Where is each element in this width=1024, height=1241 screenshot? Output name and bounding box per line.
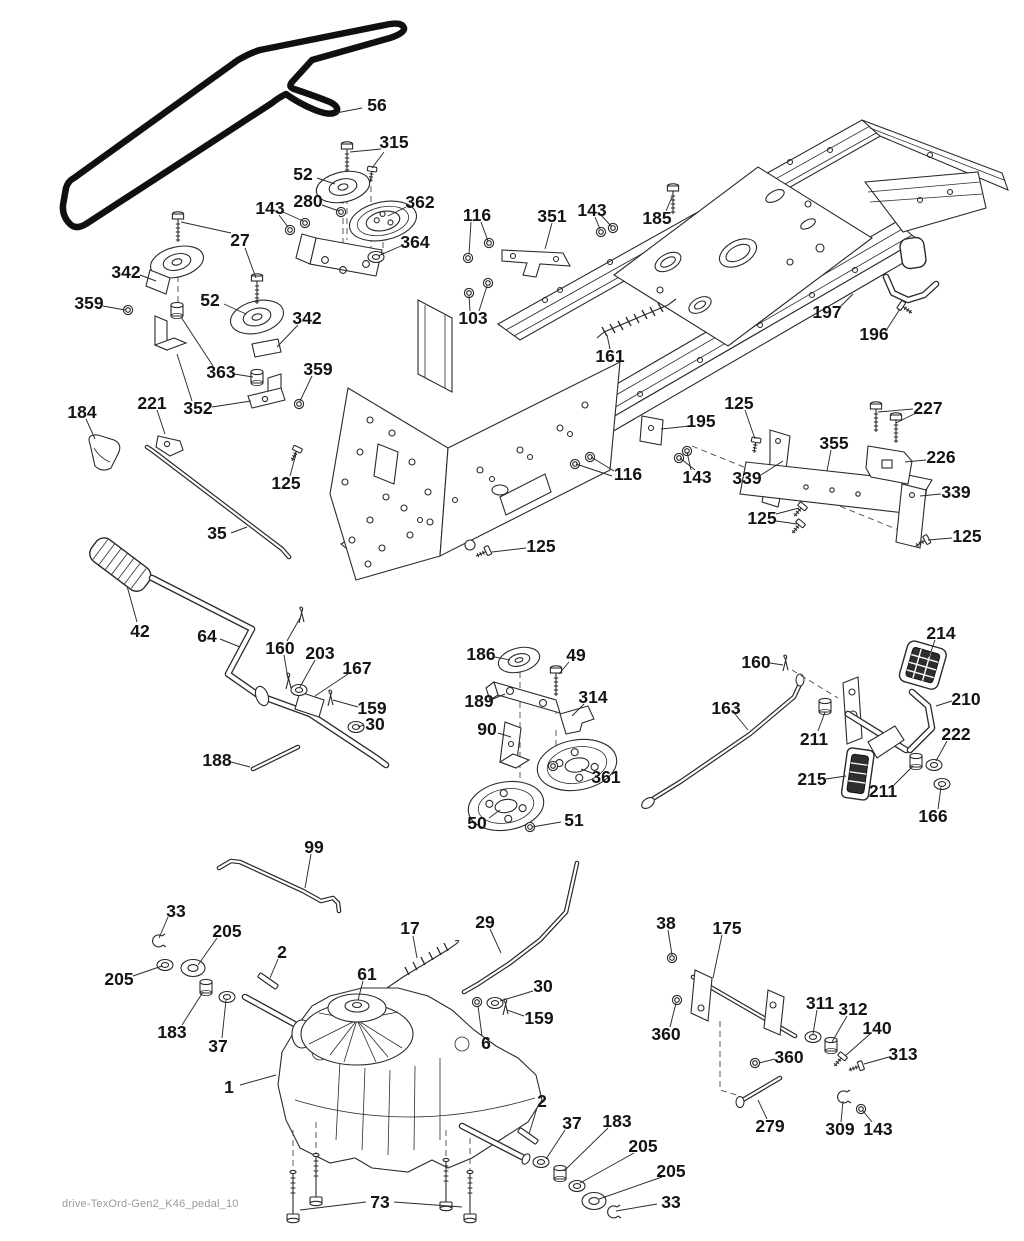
callout-342: 342 [111, 262, 141, 282]
nut-280 [336, 207, 345, 216]
callout-49: 49 [566, 645, 586, 665]
callout-167: 167 [342, 658, 372, 678]
callout-73: 73 [370, 1192, 390, 1212]
idler-pulley-group [146, 158, 420, 408]
callout-30: 30 [365, 714, 385, 734]
screw-196 [897, 300, 915, 316]
callout-205: 205 [212, 921, 242, 941]
bolt-49 [550, 666, 561, 696]
callout-309: 309 [825, 1119, 855, 1139]
leader-line [322, 205, 339, 211]
grip-42 [86, 534, 155, 595]
callout-140: 140 [862, 1018, 892, 1038]
spacer-363 [171, 302, 183, 318]
leader-line [776, 508, 799, 514]
nut-143 [300, 218, 309, 227]
leader-line [469, 222, 471, 254]
leader-line [222, 1000, 226, 1038]
leader-line [198, 938, 217, 965]
leader-line [564, 1128, 608, 1171]
callout-51: 51 [564, 810, 584, 830]
leader-line [283, 212, 303, 221]
strap-339-right [896, 484, 926, 548]
transaxle [245, 988, 542, 1223]
bolt-227 [870, 402, 881, 432]
washer-166 [934, 779, 950, 790]
nut-360 [750, 1058, 759, 1067]
screw-125 [749, 437, 761, 454]
nut-103 [483, 278, 492, 287]
leader-line [245, 248, 256, 278]
leader-line [300, 376, 312, 401]
leader-line [507, 1010, 524, 1016]
callout-205: 205 [104, 969, 134, 989]
callout-27: 27 [230, 230, 250, 250]
cotter-pin-160 [286, 673, 291, 689]
callout-125: 125 [271, 473, 301, 493]
leader-line [532, 822, 561, 827]
nut-116 [484, 238, 493, 247]
pulley-186 [496, 643, 543, 676]
nut-116 [463, 253, 472, 262]
rod-99 [219, 861, 339, 911]
callout-359: 359 [74, 293, 104, 313]
callout-52: 52 [293, 164, 313, 184]
callout-116: 116 [462, 205, 492, 225]
callout-363: 363 [206, 362, 236, 382]
callout-50: 50 [467, 813, 487, 833]
callout-195: 195 [686, 411, 716, 431]
screw-125 [474, 545, 492, 560]
keeper-342-right [252, 339, 281, 357]
callout-227: 227 [913, 398, 943, 418]
leader-line [887, 309, 900, 329]
nut-51 [548, 761, 557, 770]
washer-205 [157, 960, 173, 971]
nut-360 [672, 995, 681, 1004]
leader-line [546, 1130, 565, 1159]
callout-37: 37 [562, 1113, 582, 1133]
square-key-2 [517, 1128, 538, 1145]
leader-line [234, 374, 253, 377]
callout-2: 2 [277, 942, 287, 962]
leader-line [770, 663, 783, 665]
callout-35: 35 [207, 523, 227, 543]
washer-205 [569, 1181, 585, 1192]
callout-203: 203 [305, 643, 335, 663]
callout-29: 29 [475, 912, 495, 932]
nut-359 [294, 399, 303, 408]
idler-arm-189 [494, 682, 560, 713]
spacer-363 [251, 369, 263, 385]
leader-line [713, 935, 722, 978]
leader-line [231, 762, 250, 767]
leader-line [284, 655, 288, 679]
leader-line [478, 1006, 482, 1036]
callout-342: 342 [292, 308, 322, 328]
leader-line [182, 992, 203, 1025]
callout-205: 205 [628, 1136, 658, 1156]
leader-line [181, 222, 231, 233]
leader-line [413, 936, 417, 958]
leader-line [500, 991, 533, 1001]
callout-61: 61 [357, 964, 377, 984]
bolt-27 [251, 274, 262, 304]
callout-161: 161 [595, 346, 625, 366]
leader-line [133, 966, 162, 976]
leader-line [545, 223, 552, 249]
leader-line [305, 854, 311, 888]
nut-116 [585, 452, 594, 461]
callout-38: 38 [656, 913, 676, 933]
nut-116 [570, 459, 579, 468]
callout-205: 205 [656, 1161, 686, 1181]
leader-line [240, 1075, 276, 1085]
washer-30 [487, 998, 503, 1009]
callout-279: 279 [755, 1116, 785, 1136]
leader-line [864, 1057, 889, 1064]
cotter-pin-160 [299, 607, 304, 623]
spring-17 [383, 940, 459, 993]
callout-56: 56 [367, 95, 387, 115]
callout-143: 143 [255, 198, 285, 218]
screw-140 [831, 1052, 848, 1070]
callout-359: 359 [303, 359, 333, 379]
center-idler-assembly [464, 643, 620, 836]
brake-shaft-assembly [691, 970, 795, 1108]
pin-159 [503, 999, 508, 1015]
callout-52: 52 [200, 290, 220, 310]
lower-rods [219, 861, 577, 994]
leader-line [928, 538, 952, 540]
callout-215: 215 [797, 769, 827, 789]
callout-33: 33 [661, 1192, 681, 1212]
pin-159 [328, 690, 333, 706]
callout-42: 42 [130, 621, 150, 641]
pulley-61 [328, 994, 386, 1022]
leader-line [813, 1010, 817, 1034]
knob-184 [89, 435, 120, 470]
leader-line [181, 317, 213, 366]
clip-309 [838, 1090, 851, 1103]
callout-125: 125 [952, 526, 982, 546]
callout-64: 64 [197, 626, 217, 646]
washer-364 [368, 252, 384, 263]
callout-362: 362 [405, 192, 435, 212]
leader-line [936, 701, 952, 706]
callout-116: 116 [613, 464, 643, 484]
callout-166: 166 [918, 806, 948, 826]
leader-line [157, 410, 165, 434]
callout-351: 351 [537, 206, 567, 226]
nut-143 [596, 227, 605, 236]
leader-line [936, 741, 947, 761]
nut-143 [674, 453, 683, 462]
nut-143 [285, 225, 294, 234]
callout-125: 125 [724, 393, 754, 413]
callout-184: 184 [67, 402, 97, 422]
callout-355: 355 [819, 433, 849, 453]
callout-159: 159 [357, 698, 387, 718]
callout-314: 314 [578, 687, 608, 707]
callout-33: 33 [166, 901, 186, 921]
nut-6 [472, 997, 481, 1006]
screw-125 [789, 519, 806, 537]
square-key-2 [257, 973, 278, 990]
washer-37 [219, 992, 235, 1003]
retainer-33 [608, 1205, 621, 1218]
callout-160: 160 [265, 638, 295, 658]
callout-315: 315 [379, 132, 409, 152]
callout-143: 143 [682, 467, 712, 487]
bracket-314 [560, 706, 594, 734]
callout-197: 197 [812, 302, 842, 322]
washer-205 [582, 1193, 606, 1210]
callout-211: 211 [799, 729, 829, 749]
leader-line [490, 929, 501, 953]
callout-313: 313 [888, 1044, 918, 1064]
callout-189: 189 [464, 691, 494, 711]
callout-311: 311 [805, 993, 835, 1013]
callout-364: 364 [400, 232, 430, 252]
mount-bolt-73 [464, 1170, 476, 1222]
callout-37: 37 [208, 1036, 228, 1056]
callout-90: 90 [477, 719, 497, 739]
callout-210: 210 [951, 689, 981, 709]
callout-1: 1 [224, 1077, 234, 1097]
callout-125: 125 [526, 536, 556, 556]
bushing-183 [554, 1165, 566, 1181]
leader-line [277, 325, 298, 347]
screw-125 [791, 502, 808, 520]
callout-183: 183 [157, 1022, 187, 1042]
callout-360: 360 [651, 1024, 681, 1044]
bushing-312 [825, 1037, 837, 1053]
leader-line [372, 152, 384, 168]
leader-line [580, 1153, 634, 1183]
bolt-27 [172, 212, 183, 242]
bolt-227 [890, 413, 901, 443]
washer-30 [348, 722, 364, 733]
callout-312: 312 [838, 999, 868, 1019]
cotter-pin-160 [783, 655, 788, 671]
callout-339: 339 [941, 482, 971, 502]
callout-143: 143 [577, 200, 607, 220]
callout-159: 159 [524, 1008, 554, 1028]
leader-line [231, 527, 247, 533]
callout-360: 360 [774, 1047, 804, 1067]
leader-line [599, 1177, 662, 1199]
screw-313 [847, 1061, 864, 1075]
callout-188: 188 [202, 750, 232, 770]
callout-160: 160 [741, 652, 771, 672]
callout-163: 163 [711, 698, 741, 718]
mount-bolt-73 [287, 1170, 299, 1222]
leader-line [333, 700, 358, 707]
callout-143: 143 [863, 1119, 893, 1139]
callout-339: 339 [732, 468, 762, 488]
leader-line [492, 548, 526, 552]
washer-222 [926, 760, 942, 771]
leader-line [212, 401, 251, 407]
leader-line [878, 409, 913, 412]
callout-196: 196 [859, 324, 889, 344]
bolt-315 [341, 142, 352, 172]
callout-214: 214 [926, 623, 956, 643]
callout-17: 17 [400, 918, 420, 938]
washer-205 [181, 960, 205, 977]
mount-bolt-73 [310, 1153, 322, 1205]
leader-line [300, 660, 315, 687]
callout-103: 103 [458, 308, 488, 328]
callout-222: 222 [941, 724, 971, 744]
callout-185: 185 [642, 208, 672, 228]
callout-352: 352 [183, 398, 213, 418]
leader-line [832, 1016, 847, 1042]
callout-226: 226 [926, 447, 956, 467]
callout-99: 99 [304, 837, 324, 857]
callout-221: 221 [137, 393, 167, 413]
nut-143 [682, 446, 691, 455]
pedal-assembly [640, 639, 948, 810]
leader-line [350, 149, 381, 152]
retainer-33 [153, 934, 166, 947]
leader-line [103, 306, 125, 310]
leader-line [616, 1204, 657, 1211]
lever-221 [156, 436, 183, 456]
diagram-filename: drive-TexOrd-Gen2_K46_pedal_10 [62, 1198, 239, 1210]
leader-line [759, 1059, 775, 1063]
callout-30: 30 [533, 976, 553, 996]
leader-line [776, 521, 797, 524]
callout-125: 125 [747, 508, 777, 528]
callout-175: 175 [712, 918, 742, 938]
screw-125 [288, 445, 303, 463]
callout-6: 6 [481, 1033, 491, 1053]
pedal-pad-214 [898, 639, 948, 690]
pulley-361 [533, 733, 620, 796]
leader-line [745, 410, 755, 439]
callout-280: 280 [293, 191, 323, 211]
leader-line [668, 930, 672, 955]
callout-361: 361 [591, 767, 621, 787]
callout-2: 2 [537, 1091, 547, 1111]
washer-203 [291, 685, 307, 696]
leader-line [220, 639, 240, 647]
callout-211: 211 [868, 781, 898, 801]
callout-186: 186 [466, 644, 496, 664]
callout-183: 183 [602, 1111, 632, 1131]
leader-line [177, 354, 192, 401]
leader-line [827, 450, 831, 471]
